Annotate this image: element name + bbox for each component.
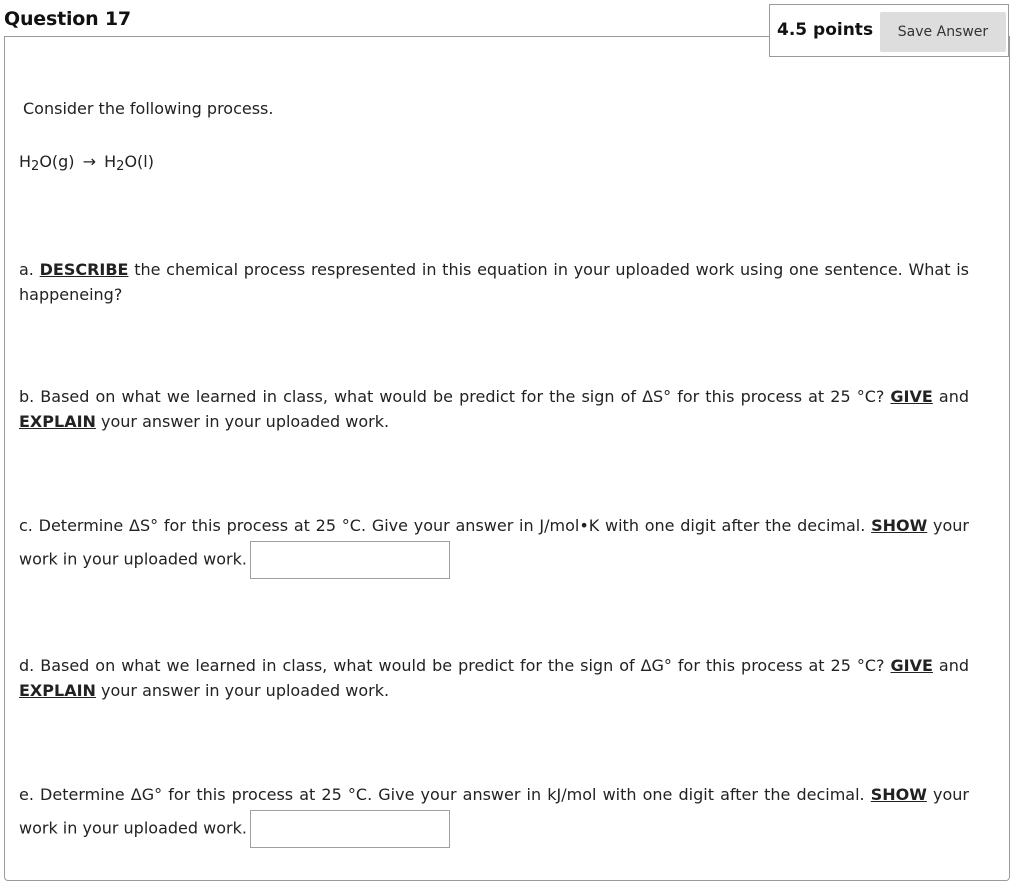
part-c-answer-input[interactable] bbox=[250, 541, 450, 579]
part-d-text-1: d. Based on what we learned in class, what would be predict for the sign of ΔG° for this process at 25 °C? bbox=[19, 656, 891, 675]
part-e-answer-input[interactable] bbox=[250, 810, 450, 848]
save-answer-button[interactable]: Save Answer bbox=[880, 12, 1006, 52]
part-d-keyword-explain: EXPLAIN bbox=[19, 681, 96, 700]
equation-left-prefix: H bbox=[19, 152, 32, 171]
part-b-text-2: and bbox=[932, 387, 969, 406]
part-c-text-1: c. Determine ΔS° for this process at 25 °C. Give your answer in J/mol•K with one digit after the decimal. bbox=[19, 516, 872, 535]
intro-text: Consider the following process. bbox=[23, 99, 274, 118]
part-a-prefix: a. bbox=[19, 260, 40, 279]
part-d-text bbox=[19, 653, 969, 703]
part-e-keyword-show: SHOW bbox=[870, 785, 927, 804]
part-d-keyword-give: GIVE bbox=[890, 656, 933, 675]
part-b-text bbox=[19, 384, 969, 434]
part-b-keyword-give: GIVE bbox=[890, 387, 933, 406]
part-b-text-3: your answer in your uploaded work. bbox=[95, 412, 390, 431]
part-b-keyword-explain: EXPLAIN bbox=[19, 412, 96, 431]
part-c-text-2: your work in your uploaded work. bbox=[19, 516, 970, 569]
equation-left-subscript: 2 bbox=[31, 159, 40, 174]
part-d-text-2: and bbox=[932, 656, 970, 675]
equation-right-suffix: O(l) bbox=[124, 152, 154, 171]
points-box bbox=[769, 4, 1009, 57]
part-a-text bbox=[19, 257, 969, 307]
part-e-text bbox=[19, 780, 969, 848]
part-e-text-2: your work in your uploaded work. bbox=[19, 785, 969, 838]
reaction-arrow: → bbox=[82, 152, 97, 171]
equation-right-subscript: 2 bbox=[116, 159, 125, 174]
part-a-keyword: DESCRIBE bbox=[39, 260, 129, 279]
part-a-body: the chemical process respresented in this equation in your uploaded work using one sentence. What is happeneing? bbox=[19, 260, 969, 304]
part-c-keyword-show: SHOW bbox=[871, 516, 928, 535]
question-title: Question 17 bbox=[4, 8, 131, 30]
content-panel bbox=[4, 36, 1010, 881]
part-c-text bbox=[19, 511, 969, 579]
points-label: 4.5 points bbox=[777, 20, 874, 40]
equation-left-suffix: O(g) bbox=[39, 152, 75, 171]
part-e-text-1: e. Determine ΔG° for this process at 25 °C. Give your answer in kJ/mol with one digit after the decimal. bbox=[19, 785, 871, 804]
part-b-text-1: b. Based on what we learned in class, what would be predict for the sign of ΔS° for this process at 25 °C? bbox=[19, 387, 891, 406]
equation-right-prefix: H bbox=[104, 152, 117, 171]
part-d-text-3: your answer in your uploaded work. bbox=[95, 681, 390, 700]
chemical-equation bbox=[19, 149, 154, 179]
